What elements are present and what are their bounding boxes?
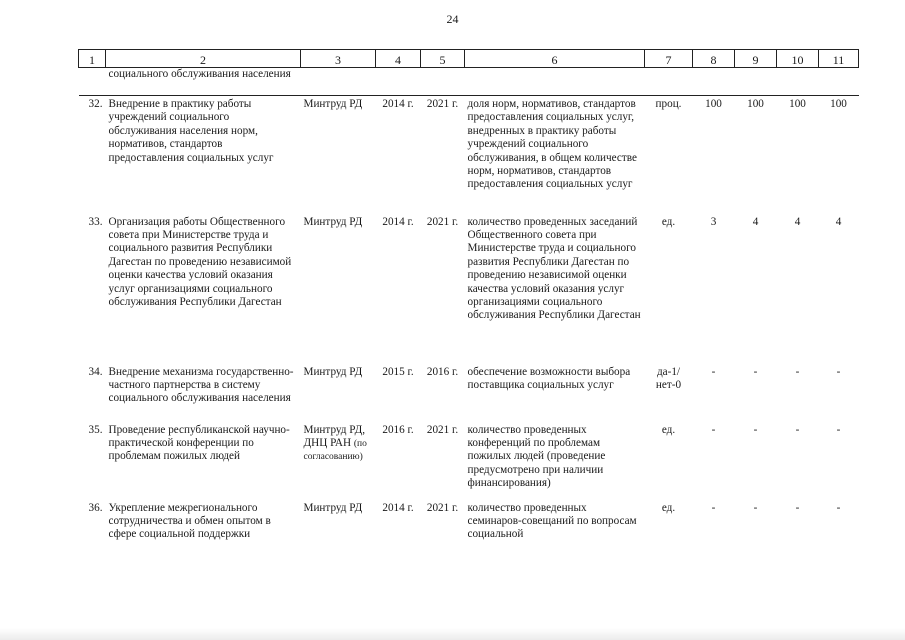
row-number: 32. xyxy=(88,98,103,110)
value-col-8: 3 xyxy=(710,215,717,228)
end-year: 2016 г. xyxy=(426,365,459,378)
value-col-11: - xyxy=(836,423,841,436)
column-number-10: 10 xyxy=(777,50,819,68)
table-row xyxy=(79,214,859,364)
indicator: количество проведенных семинаров-совещаний по вопросам социальной xyxy=(467,501,637,541)
program-measures-table xyxy=(78,49,859,560)
column-number-2: 2 xyxy=(106,50,301,68)
value-col-8: - xyxy=(711,501,716,514)
indicator: количество проведенных заседаний Общественного совета при Министерстве труда и социального развития Республики Дагестан по проведению независимой оценки качества условий оказания услуг организациями социального обслуживания Республики Дагестан xyxy=(467,215,641,322)
continuation-text: социального обслуживания населения xyxy=(106,68,301,96)
end-year: 2021 г. xyxy=(426,215,459,228)
start-year: 2016 г. xyxy=(382,423,414,436)
table-row xyxy=(79,500,859,560)
value-col-10: 4 xyxy=(794,215,801,228)
value-col-11: 4 xyxy=(835,215,842,228)
unit: да-1/ нет-0 xyxy=(655,365,682,391)
value-col-11: 100 xyxy=(830,98,847,110)
value-col-10: - xyxy=(795,501,800,514)
row-number: 33. xyxy=(88,215,103,228)
row-number: 34. xyxy=(88,365,103,378)
value-col-11: - xyxy=(836,501,841,514)
executor: Минтруд РД xyxy=(303,365,363,378)
end-year: 2021 г. xyxy=(426,98,459,110)
value-col-11: - xyxy=(836,365,841,378)
unit: ед. xyxy=(661,423,676,436)
column-number-header-row xyxy=(79,50,859,68)
measure-name: Внедрение механизма государственно-частного партнерства в систему социального обслуживания населения xyxy=(108,365,294,405)
table-row xyxy=(79,364,859,422)
column-number-4: 4 xyxy=(376,50,421,68)
executor: Минтруд РД xyxy=(303,98,363,110)
value-col-10: 100 xyxy=(789,98,806,110)
measure-name: Укрепление межрегионального сотрудничества и обмен опытом в сфере социальной поддержки xyxy=(108,501,271,541)
value-col-10: - xyxy=(795,365,800,378)
indicator: обеспечение возможности выбора поставщика социальных услуг xyxy=(467,365,631,391)
column-number-5: 5 xyxy=(421,50,465,68)
indicator: количество проведенных конференций по проблемам пожилых людей (проведение предусмотрено при наличии финансирования) xyxy=(467,423,606,490)
end-year: 2021 г. xyxy=(426,423,459,436)
unit: ед. xyxy=(661,215,676,228)
column-number-9: 9 xyxy=(735,50,777,68)
indicator: доля норм, нормативов, стандартов предоставления социальных услуг, внедренных в практику работы учреждений социального обслуживания, в общем количестве норм, нормативов, стандартов предоставления социальных услуг xyxy=(467,98,637,191)
executor: Минтруд РД xyxy=(303,501,363,514)
measure-name: Внедрение в практику работы учреждений социального обслуживания населения норм, нормативов, стандартов предоставления социальных услуг xyxy=(108,98,274,164)
unit: проц. xyxy=(655,98,682,110)
column-number-7: 7 xyxy=(645,50,693,68)
measure-name: Проведение республиканской научно-практической конференции по проблемам пожилых людей xyxy=(108,423,290,463)
value-col-9: 4 xyxy=(752,215,759,228)
value-col-9: - xyxy=(753,365,758,378)
column-number-1: 1 xyxy=(79,50,106,68)
table-row xyxy=(79,96,859,214)
column-number-3: 3 xyxy=(301,50,376,68)
executor-note: (по согласованию) xyxy=(303,438,367,463)
value-col-8: - xyxy=(711,423,716,436)
column-number-11: 11 xyxy=(819,50,859,68)
executor-cell xyxy=(301,422,376,500)
value-col-8: - xyxy=(711,365,716,378)
start-year: 2014 г. xyxy=(382,501,414,514)
page-number: 24 xyxy=(446,12,459,26)
continuation-row xyxy=(79,68,859,96)
unit: ед. xyxy=(661,501,676,514)
column-number-8: 8 xyxy=(693,50,735,68)
table-row xyxy=(79,422,859,500)
column-number-6: 6 xyxy=(465,50,645,68)
measure-name: Организация работы Общественного совета при Министерстве труда и социального развития Республики Дагестан по проведению независимой оценки качества условий оказания услуг организациями социального обслуживания Республики Дагестан xyxy=(108,215,292,308)
value-col-9: 100 xyxy=(747,98,764,110)
start-year: 2014 г. xyxy=(382,98,414,110)
value-col-8: 100 xyxy=(705,98,722,110)
value-col-9: - xyxy=(753,501,758,514)
value-col-9: - xyxy=(753,423,758,436)
value-col-10: - xyxy=(795,423,800,436)
start-year: 2014 г. xyxy=(382,215,414,228)
end-year: 2021 г. xyxy=(426,501,459,514)
row-number: 35. xyxy=(88,423,103,436)
start-year: 2015 г. xyxy=(382,365,414,378)
row-number: 36. xyxy=(88,501,103,514)
executor: Минтруд РД, ДНЦ РАН xyxy=(303,423,366,449)
scan-edge-shadow xyxy=(0,628,905,640)
executor: Минтруд РД xyxy=(303,215,363,228)
